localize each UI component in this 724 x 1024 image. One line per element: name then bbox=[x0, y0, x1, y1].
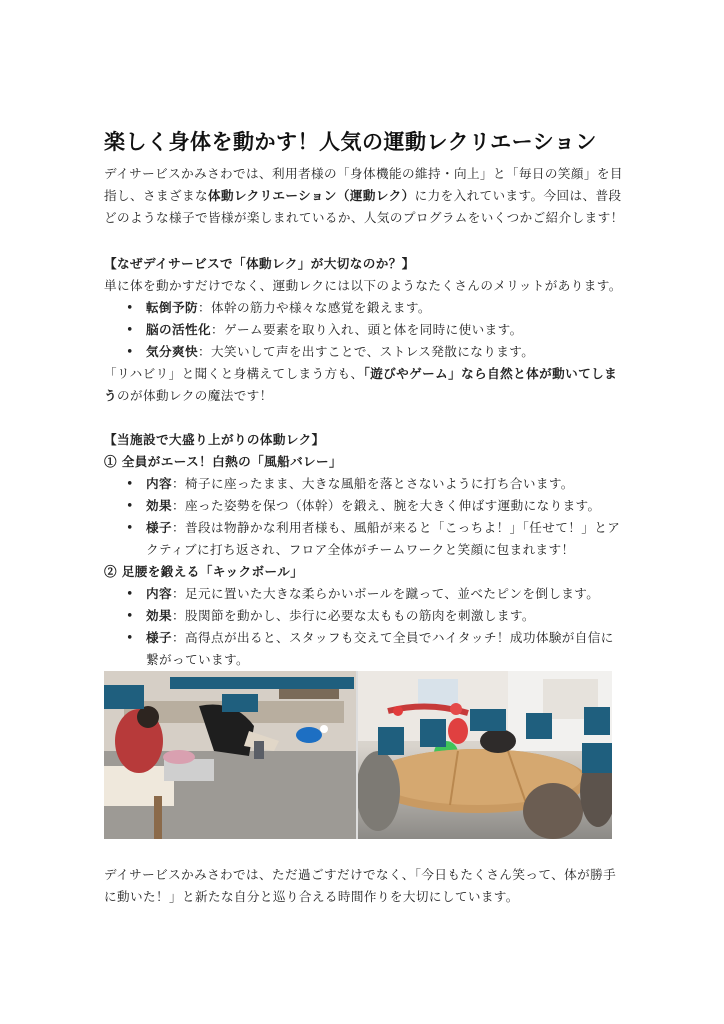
privacy-mask bbox=[420, 719, 446, 747]
privacy-mask bbox=[584, 707, 610, 735]
balloon-volleyball-photo bbox=[358, 671, 612, 839]
intro-text: デイサービスかみさわでは、利用者様の「身体機能の維持・向上」と「毎日の笑顔」を目指し、さまざまな bbox=[104, 166, 623, 203]
list-item: • 内容：足元に置いた大きな柔らかいボールを蹴って、並べたピンを倒します。 bbox=[104, 583, 624, 605]
list-item: • 気分爽快：大笑いして声を出すことで、ストレス発散になります。 bbox=[104, 341, 624, 363]
activity-photos bbox=[104, 671, 612, 839]
intro-bold-text: 体動レクリエーション（運動レク） bbox=[207, 188, 415, 203]
list-item: • 効果：股関節を動かし、歩行に必要な太ももの筋肉を刺激します。 bbox=[104, 605, 624, 627]
list-item: • 様子：普段は物静かな利用者様も、風船が来ると「こっちよ！」「任せて！」とアクティブに打ち返され、フロア全体がチームワークと笑顔に包まれます！ bbox=[104, 517, 624, 561]
why-outro: 「リハビリ」と聞くと身構えてしまう方も、「遊びやゲーム」なら自然と体が動いてしまうのが体動レクの魔法です！ bbox=[104, 366, 618, 403]
list-item: • 転倒予防：体幹の筋力や様々な感覚を鍛えます。 bbox=[104, 297, 624, 319]
privacy-mask bbox=[526, 713, 552, 739]
why-lead: 単に体を動かすだけでなく、運動レクには以下のようなたくさんのメリットがあります。 bbox=[104, 278, 622, 293]
privacy-mask bbox=[222, 694, 258, 712]
privacy-mask bbox=[104, 685, 144, 709]
activity-title: ① 全員がエース！白熱の「風船バレー」 bbox=[104, 454, 343, 469]
intro-paragraph bbox=[104, 163, 624, 229]
privacy-mask bbox=[582, 743, 612, 773]
intro-text-2: に力を入れています。今回は、普段どのような様子で皆様が楽しまれているか、人気のプログラムをいくつかご紹介します！ bbox=[104, 188, 624, 225]
list-item: • 様子：高得点が出ると、スタッフも交えて全員でハイタッチ！成功体験が自信に繋がっています。 bbox=[104, 627, 624, 671]
privacy-mask bbox=[470, 709, 506, 731]
privacy-mask bbox=[378, 727, 404, 755]
benefits-list bbox=[104, 297, 624, 363]
page-title: 楽しく身体を動かす！人気の運動レクリエーション bbox=[104, 129, 597, 154]
list-item: • 脳の活性化：ゲーム要素を取り入れ、頭と体を同時に使います。 bbox=[104, 319, 624, 341]
list-item: • 内容：椅子に座ったまま、大きな風船を落とさないように打ち合います。 bbox=[104, 473, 624, 495]
activity-details bbox=[104, 583, 624, 671]
balloon-volleyball-scene-image bbox=[358, 671, 612, 839]
kickball-photo bbox=[104, 671, 356, 839]
closing-paragraph: デイサービスかみさわでは、ただ過ごすだけでなく、「今日もたくさん笑って、体が勝手に動いた！」と新たな自分と巡り合える時間作りを大切にしています。 bbox=[104, 867, 617, 904]
activity-title: ② 足腰を鍛える「キックボール」 bbox=[104, 564, 304, 579]
list-item: • 効果：座った姿勢を保つ（体幹）を鍛え、腕を大きく伸ばす運動になります。 bbox=[104, 495, 624, 517]
why-heading: 【なぜデイサービスで「体動レク」が大切なのか？】 bbox=[104, 256, 415, 271]
popular-heading: 【当施設で大盛り上がりの体動レク】 bbox=[104, 432, 325, 447]
activity-details bbox=[104, 473, 624, 561]
privacy-mask bbox=[170, 677, 354, 689]
